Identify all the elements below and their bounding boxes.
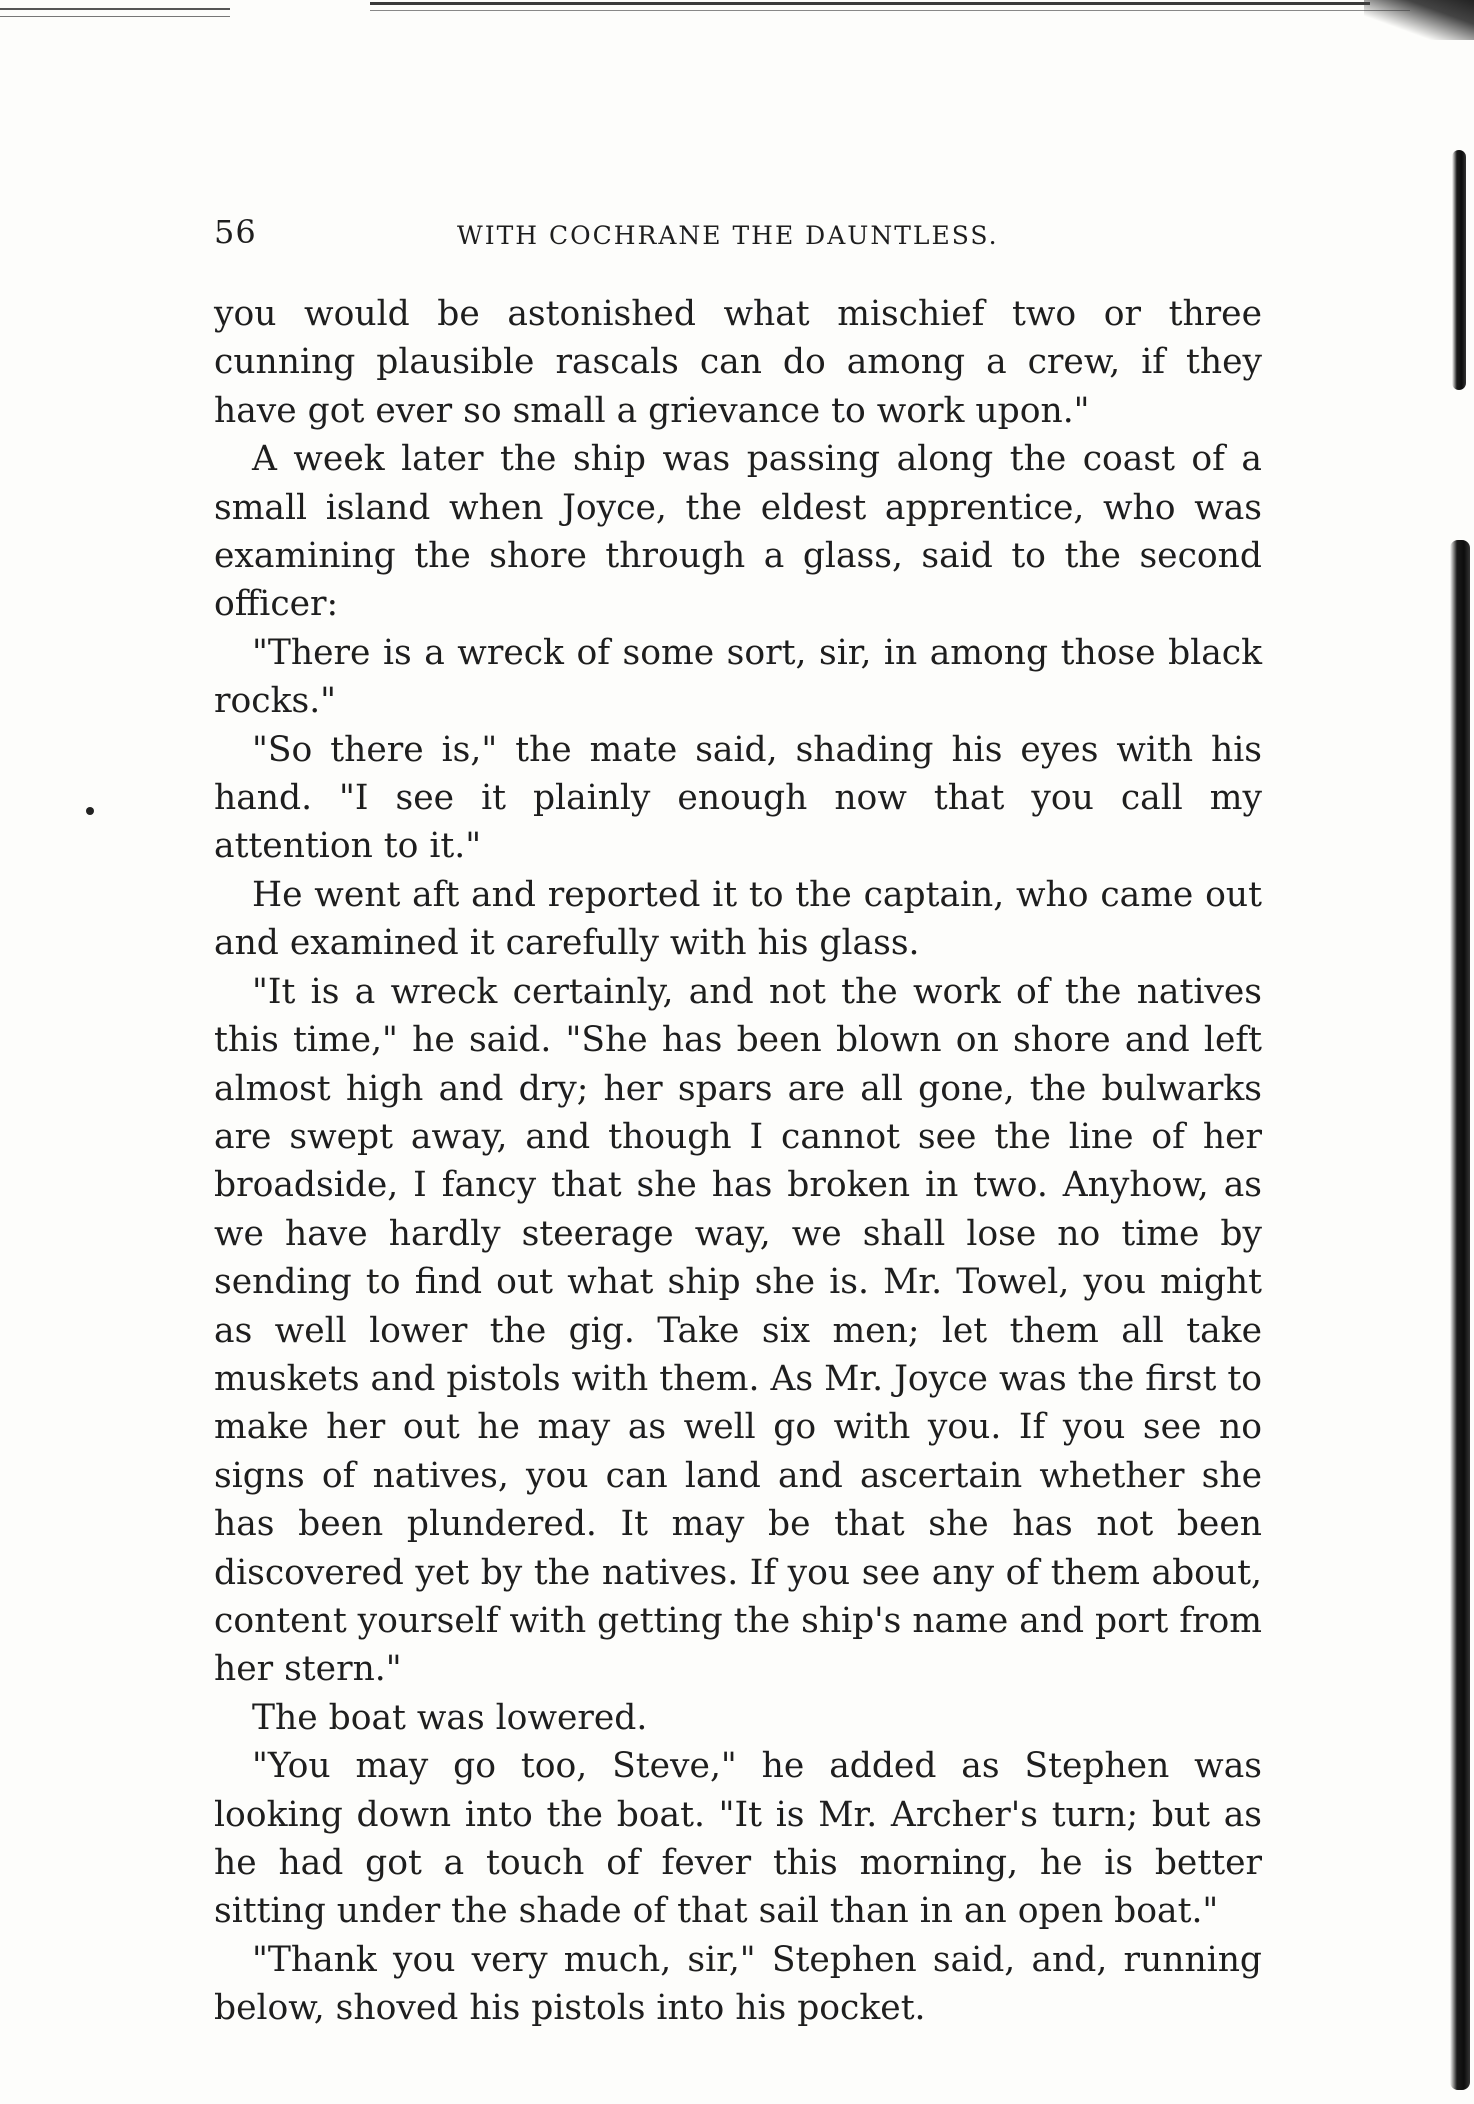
paragraph: "It is a wreck certainly, and not the work of the natives this time," he said. "She has been blown on shore and left almost high and dry; her spars are all gone, the bulwarks are swept away, and though I cannot see the line of her broadside, I fancy that she has broken in two. Anyhow, as we have hardly steerage way, we shall lose no time by sending to find out what ship she is. Mr. Towel, you might as well lower the gig. Take six men; let them all take muskets and pistols with them. As Mr. Joyce was the first to make her out he may as well go with you. If you see no signs of natives, you can land and ascertain whether she has been plundered. It may be that she has not been discovered yet by the natives. If you see any of them about, content yourself with getting the ship's name and port from her stern." [214, 971, 1262, 1690]
paragraph: He went aft and reported it to the captain, who came out and examined it carefully with his glass. [214, 874, 1262, 964]
corner-scan-shadow [1364, 0, 1474, 40]
paragraph: you would be astonished what mischief two or three cunning plausible rascals can do among a crew, if they have got ever so small a grievance to work upon." [214, 294, 1262, 431]
page-edge-shadow-upper [1452, 150, 1466, 390]
paragraph: The boat was lowered. [252, 1697, 648, 1738]
top-border-rule-left-thin [0, 16, 230, 17]
paragraph: "Thank you very much, sir," Stephen said, and, running below, shoved his pistols into his pocket. [214, 1939, 1262, 2029]
paragraph: "There is a wreck of some sort, sir, in among those black rocks." [214, 632, 1262, 722]
paragraph: "So there is," the mate said, shading his eyes with his hand. "I see it plainly enough now that you call my attention to it." [214, 729, 1262, 867]
page-edge-shadow-lower [1450, 540, 1470, 2090]
top-border-rule-left [0, 8, 230, 10]
ink-speck [86, 807, 94, 815]
page-number: 56 [214, 213, 257, 251]
paragraph: A week later the ship was passing along the coast of a small island when Joyce, the eldest apprentice, who was examining the shore through a glass, said to the second officer: [214, 439, 1262, 625]
body-text [214, 290, 1262, 2033]
top-border-rule-thin [370, 10, 1410, 11]
page-header [214, 213, 1264, 263]
running-title: WITH COCHRANE THE DAUNTLESS. [457, 221, 999, 250]
top-border-rule [370, 2, 1370, 5]
paragraph: "You may go too, Steve," he added as Stephen was looking down into the boat. "It is Mr. Archer's turn; but as he had got a touch of fever this morning, he is better sitting under the shade of that sail than in an open boat." [214, 1746, 1262, 1932]
